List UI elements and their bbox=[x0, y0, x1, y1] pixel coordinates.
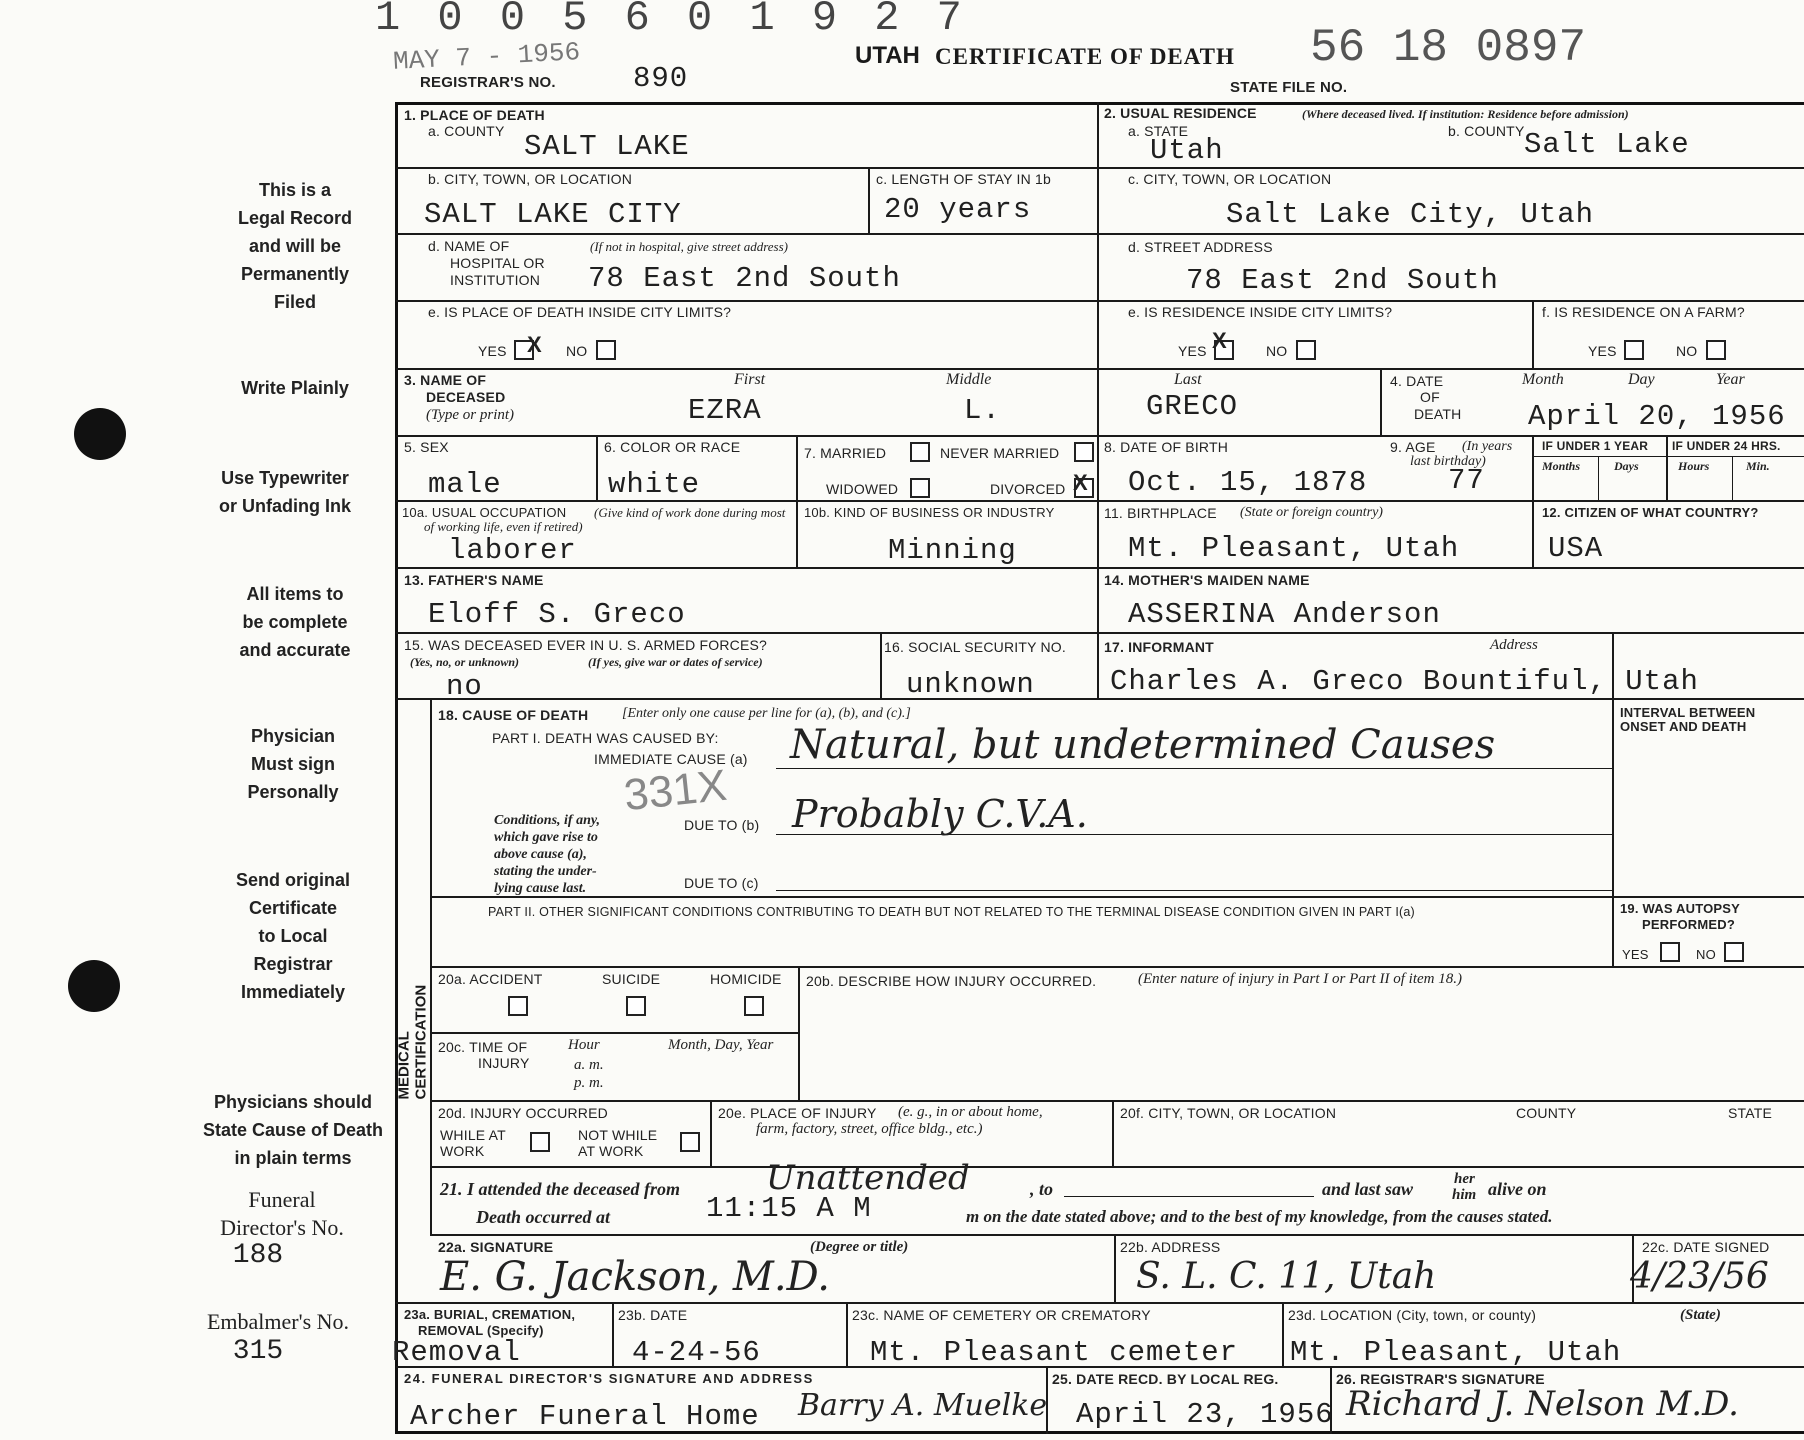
homicide-checkbox[interactable] bbox=[744, 996, 764, 1016]
item2e-yes-mark: X bbox=[1212, 328, 1227, 353]
item23a-label-2: REMOVAL (Specify) bbox=[418, 1323, 544, 1338]
item20c-label-2: INJURY bbox=[478, 1055, 530, 1071]
item23d-label: 23d. LOCATION (City, town, or county) bbox=[1288, 1307, 1537, 1323]
item21-last-saw: and last saw bbox=[1322, 1179, 1414, 1199]
autopsy-yes-checkbox[interactable] bbox=[1660, 942, 1680, 962]
funeral-director-no: 188 bbox=[232, 1240, 284, 1271]
death-city: SALT LAKE CITY bbox=[424, 198, 682, 231]
item15-note-2: (If yes, give war or dates of service) bbox=[588, 655, 763, 669]
attended-handwritten: Unattended bbox=[766, 1158, 970, 1198]
item20f-label: 20f. CITY, TOWN, OR LOCATION bbox=[1120, 1105, 1337, 1121]
death-day-heading: Day bbox=[1628, 371, 1655, 388]
cemetery-value: Mt. Pleasant cemeter bbox=[870, 1336, 1239, 1369]
am-heading: a. m. bbox=[574, 1057, 604, 1073]
sidebar-plain-terms-note: Physicians should State Cause of Death in plain terms bbox=[202, 1092, 384, 1168]
residence-street: 78 East 2nd South bbox=[1186, 264, 1499, 297]
last-name-heading: Last bbox=[1174, 371, 1202, 388]
item18-note: [Enter only one cause per line for (a), (b), and (c).] bbox=[622, 706, 911, 721]
days-heading: Days bbox=[1614, 459, 1639, 473]
received-stamp: MAY 7 - 1956 bbox=[392, 37, 581, 77]
item16-label: 16. SOCIAL SECURITY NO. bbox=[884, 639, 1066, 655]
item20b-label: 20b. DESCRIBE HOW INJURY OCCURRED. bbox=[806, 973, 1097, 989]
item23b-label: 23b. DATE bbox=[618, 1307, 688, 1323]
birthplace-value: Mt. Pleasant, Utah bbox=[1128, 532, 1460, 565]
min-heading: Min. bbox=[1746, 459, 1770, 473]
binder-hole-bottom bbox=[68, 960, 120, 1012]
while-at-work-1: WHILE AT bbox=[440, 1127, 506, 1143]
item1b-label: b. CITY, TOWN, OR LOCATION bbox=[428, 171, 633, 187]
medical-certification-label: MEDICAL CERTIFICATION bbox=[395, 984, 430, 1100]
item23a-label-1: 23a. BURIAL, CREMATION, bbox=[404, 1307, 576, 1322]
cause-a-handwritten: Natural, but undetermined Causes bbox=[790, 722, 1496, 768]
item2-note: (Where deceased lived. If institution: Residence before admission) bbox=[1302, 107, 1629, 121]
hour-heading: Hour bbox=[568, 1037, 600, 1053]
item20f-county: COUNTY bbox=[1516, 1105, 1577, 1121]
sidebar-typewriter-note: Use Typewriter or Unfading Ink bbox=[219, 468, 351, 516]
item1e-no-checkbox[interactable] bbox=[596, 340, 616, 360]
item10a-label: 10a. USUAL OCCUPATION bbox=[402, 505, 567, 520]
cause-code-stamp: 331X bbox=[621, 760, 729, 821]
item1e-no-label: NO bbox=[566, 343, 588, 359]
item2-label: 2. USUAL RESIDENCE bbox=[1104, 105, 1257, 121]
item21-text-1: 21. I attended the deceased from bbox=[440, 1179, 680, 1199]
death-month-heading: Month bbox=[1522, 371, 1564, 388]
state-file-label: STATE FILE NO. bbox=[1230, 79, 1348, 96]
not-while-at-work-1: NOT WHILE bbox=[578, 1127, 658, 1143]
item26-label: 26. REGISTRAR'S SIGNATURE bbox=[1336, 1371, 1545, 1387]
item22c-label: 22c. DATE SIGNED bbox=[1642, 1239, 1770, 1255]
physician-address: S. L. C. 11, Utah bbox=[1136, 1256, 1437, 1297]
hospital-address: 78 East 2nd South bbox=[588, 262, 901, 295]
item6-label: 6. COLOR OR RACE bbox=[604, 439, 741, 455]
date-received-value: April 23, 1956 bbox=[1076, 1398, 1334, 1431]
item19-label-1: 19. WAS AUTOPSY bbox=[1620, 901, 1741, 916]
item20f-state: STATE bbox=[1728, 1105, 1773, 1121]
item14-label: 14. MOTHER'S MAIDEN NAME bbox=[1104, 572, 1310, 588]
item7-widowed-label: WIDOWED bbox=[826, 481, 899, 497]
title-state: UTAH bbox=[855, 42, 920, 69]
item2e-no-label: NO bbox=[1266, 343, 1288, 359]
cause-b-handwritten: Probably C.V.A. bbox=[792, 792, 1088, 836]
item21-him: him bbox=[1452, 1187, 1477, 1203]
accident-checkbox[interactable] bbox=[508, 996, 528, 1016]
item3-label-3: (Type or print) bbox=[426, 407, 515, 423]
race-value: white bbox=[608, 468, 701, 501]
deceased-middle-name: L. bbox=[964, 394, 1001, 427]
item1c-label: c. LENGTH OF STAY IN 1b bbox=[876, 171, 1051, 187]
item2f-no-checkbox[interactable] bbox=[1706, 340, 1726, 360]
item2e-label: e. IS RESIDENCE INSIDE CITY LIMITS? bbox=[1128, 304, 1393, 320]
item13-label: 13. FATHER'S NAME bbox=[404, 572, 544, 588]
autopsy-no-checkbox[interactable] bbox=[1724, 942, 1744, 962]
item2f-yes-label: YES bbox=[1588, 343, 1617, 359]
not-while-at-work-2: AT WORK bbox=[578, 1143, 644, 1159]
sidebar-send-note: Send original Certificate to Local Registrar Immediately bbox=[235, 870, 350, 1002]
middle-name-heading: Middle bbox=[946, 371, 992, 388]
item23c-label: 23c. NAME OF CEMETERY OR CREMATORY bbox=[852, 1307, 1151, 1323]
part2-label: PART II. OTHER SIGNIFICANT CONDITIONS CONTRIBUTING TO DEATH BUT NOT RELATED TO THE TERMINAL DISEASE CONDITION GIVEN IN PART I(a) bbox=[488, 905, 1415, 919]
months-heading: Months bbox=[1542, 459, 1581, 473]
item1e-yes-label: YES bbox=[478, 343, 507, 359]
disposition-date: 4-24-56 bbox=[632, 1336, 761, 1369]
industry-value: Minning bbox=[888, 534, 1017, 567]
date-of-birth: Oct. 15, 1878 bbox=[1128, 466, 1368, 499]
sidebar-write-plainly: Write Plainly bbox=[241, 378, 349, 398]
item2e-yes-label: YES bbox=[1178, 343, 1207, 359]
item17-label: 17. INFORMANT bbox=[1104, 639, 1214, 655]
divorced-mark: X bbox=[1073, 470, 1088, 495]
item10b-label: 10b. KIND OF BUSINESS OR INDUSTRY bbox=[804, 505, 1055, 520]
sidebar-complete-note: All items to be complete and accurate bbox=[239, 584, 351, 660]
item20e-label: 20e. PLACE OF INJURY bbox=[718, 1105, 877, 1121]
residence-city: Salt Lake City, Utah bbox=[1226, 198, 1595, 231]
item19-label-2: PERFORMED? bbox=[1642, 917, 1735, 932]
length-of-stay: 20 years bbox=[884, 193, 1032, 226]
item7-married-label: 7. MARRIED bbox=[804, 445, 887, 461]
interval-label: INTERVAL BETWEEN ONSET AND DEATH bbox=[1620, 705, 1756, 734]
widowed-checkbox[interactable] bbox=[910, 478, 930, 498]
item20e-note-1: (e. g., in or about home, bbox=[898, 1104, 1043, 1120]
age-value: 77 bbox=[1448, 464, 1485, 497]
registrar-no-label: REGISTRAR'S NO. bbox=[420, 74, 556, 91]
item15-label: 15. WAS DECEASED EVER IN U. S. ARMED FORCES? bbox=[404, 637, 768, 653]
item3-label-2: DECEASED bbox=[426, 389, 506, 405]
item3-label-1: 3. NAME OF bbox=[404, 372, 487, 388]
item21-to: , to bbox=[1030, 1179, 1054, 1199]
while-at-work-2: WORK bbox=[440, 1143, 485, 1159]
item11-label: 11. BIRTHPLACE bbox=[1104, 505, 1217, 521]
item2e-no-checkbox[interactable] bbox=[1296, 340, 1316, 360]
item7-divorced-label: DIVORCED bbox=[990, 481, 1066, 497]
informant-value: Charles A. Greco Bountiful, Utah bbox=[1110, 665, 1699, 698]
funeral-director-signature: Barry A. Muelke bbox=[798, 1388, 1048, 1423]
autopsy-no-label: NO bbox=[1696, 947, 1716, 962]
item1d-label-2: HOSPITAL OR bbox=[450, 255, 545, 271]
residence-county: Salt Lake bbox=[1524, 128, 1690, 161]
registrar-signature: Richard J. Nelson M.D. bbox=[1346, 1384, 1739, 1424]
pm-heading: p. m. bbox=[574, 1075, 604, 1091]
date-of-death: April 20, 1956 bbox=[1528, 400, 1786, 433]
item25-label: 25. DATE RECD. BY LOCAL REG. bbox=[1052, 1371, 1279, 1387]
item1a-label: a. COUNTY bbox=[428, 123, 505, 139]
part1-label: PART I. DEATH WAS CAUSED BY: bbox=[492, 730, 719, 746]
disposition-value: Removal bbox=[392, 1336, 521, 1369]
married-checkbox[interactable] bbox=[910, 442, 930, 462]
while-at-work-checkbox[interactable] bbox=[530, 1132, 550, 1152]
physician-signature: E. G. Jackson, M.D. bbox=[440, 1254, 830, 1300]
immediate-cause-label: IMMEDIATE CAUSE (a) bbox=[594, 751, 748, 767]
mother-name: ASSERINA Anderson bbox=[1128, 598, 1441, 631]
death-year-heading: Year bbox=[1716, 371, 1745, 388]
item4-label-3: DEATH bbox=[1414, 406, 1462, 422]
item5-label: 5. SEX bbox=[404, 439, 449, 455]
item7-never-label: NEVER MARRIED bbox=[940, 445, 1060, 461]
occupation-value: laborer bbox=[448, 534, 577, 567]
residence-state: Utah bbox=[1150, 134, 1224, 167]
funeral-home-value: Archer Funeral Home bbox=[410, 1400, 760, 1433]
cemetery-location: Mt. Pleasant, Utah bbox=[1290, 1336, 1622, 1369]
item2f-label: f. IS RESIDENCE ON A FARM? bbox=[1542, 304, 1745, 320]
deceased-last-name: GRECO bbox=[1146, 390, 1239, 423]
conditions-note: Conditions, if any, which gave rise to above cause (a), stating the under- lying cause last. bbox=[494, 813, 601, 896]
due-to-c-label: DUE TO (c) bbox=[684, 875, 759, 891]
item2b-label: b. COUNTY bbox=[1448, 123, 1525, 139]
item1d-note: (If not in hospital, give street address) bbox=[590, 239, 788, 254]
item8-label: 8. DATE OF BIRTH bbox=[1104, 439, 1229, 455]
sidebar-legal-note: This is a Legal Record and will be Permanently Filed bbox=[237, 180, 353, 312]
homicide-label: HOMICIDE bbox=[710, 971, 782, 987]
item22a-label: 22a. SIGNATURE bbox=[438, 1239, 554, 1255]
item23d-state: (State) bbox=[1680, 1307, 1721, 1323]
item9-label: 9. AGE bbox=[1390, 439, 1436, 455]
item1e-label: e. IS PLACE OF DEATH INSIDE CITY LIMITS? bbox=[428, 304, 732, 320]
item11-note: (State or foreign country) bbox=[1240, 505, 1383, 520]
item18-label: 18. CAUSE OF DEATH bbox=[438, 707, 589, 723]
item4-label-1: 4. DATE bbox=[1390, 373, 1444, 389]
item10a-note: (Give kind of work done during most of working life, even if retired) bbox=[424, 505, 786, 534]
death-county: SALT LAKE bbox=[524, 130, 690, 163]
item9-note: (In years last birthday) bbox=[1410, 439, 1513, 469]
under-24-hrs-label: IF UNDER 24 HRS. bbox=[1672, 439, 1781, 453]
funeral-director-no-label: Funeral Director's No. bbox=[220, 1187, 344, 1240]
date-signed: 4/23/56 bbox=[1630, 1256, 1769, 1297]
due-to-b-label: DUE TO (b) bbox=[684, 817, 760, 833]
sidebar-physician-note: Physician Must sign Personally bbox=[247, 726, 339, 802]
item20d-label: 20d. INJURY OCCURRED bbox=[438, 1105, 608, 1121]
item20b-note: (Enter nature of injury in Part I or Part II of item 18.) bbox=[1138, 971, 1462, 987]
item21-her: her bbox=[1454, 1171, 1475, 1187]
mdy-heading: Month, Day, Year bbox=[668, 1037, 774, 1053]
binder-hole-top bbox=[74, 408, 126, 460]
item2f-no-label: NO bbox=[1676, 343, 1698, 359]
item4-label-2: OF bbox=[1420, 389, 1440, 405]
item21-occurred: Death occurred at bbox=[476, 1207, 610, 1227]
item1e-yes-mark: X bbox=[527, 332, 542, 357]
item1d-label-3: INSTITUTION bbox=[450, 272, 541, 288]
father-name: Eloff S. Greco bbox=[428, 598, 686, 631]
suicide-checkbox[interactable] bbox=[626, 996, 646, 1016]
serial-number: 1 0 0 5 6 0 1 9 2 7 bbox=[375, 0, 968, 42]
item21-rest: m on the date stated above; and to the best of my knowledge, from the causes stated. bbox=[966, 1207, 1553, 1226]
item20c-label-1: 20c. TIME OF bbox=[438, 1039, 528, 1055]
not-while-at-work-checkbox[interactable] bbox=[680, 1132, 700, 1152]
autopsy-yes-label: YES bbox=[1622, 947, 1649, 962]
sex-value: male bbox=[428, 468, 502, 501]
embalmer-no-label: Embalmer's No. bbox=[206, 1309, 350, 1334]
document-title: CERTIFICATE OF DEATH bbox=[935, 44, 1235, 69]
item2d-label: d. STREET ADDRESS bbox=[1128, 239, 1273, 255]
armed-forces-value: no bbox=[446, 670, 483, 703]
time-of-death: 11:15 A M bbox=[706, 1192, 872, 1225]
address-heading: Address bbox=[1490, 637, 1538, 653]
degree-heading: (Degree or title) bbox=[810, 1239, 909, 1255]
registrar-no: 890 bbox=[633, 62, 689, 95]
item21-alive: alive on bbox=[1488, 1179, 1547, 1199]
state-file-number: 56 18 0897 bbox=[1310, 22, 1587, 74]
item20a-label: 20a. ACCIDENT bbox=[438, 971, 543, 987]
hours-heading: Hours bbox=[1678, 459, 1710, 473]
citizenship-value: USA bbox=[1548, 532, 1604, 565]
item15-note-1: (Yes, no, or unknown) bbox=[410, 655, 520, 669]
item2f-yes-checkbox[interactable] bbox=[1624, 340, 1644, 360]
item2c-label: c. CITY, TOWN, OR LOCATION bbox=[1128, 171, 1332, 187]
item2a-label: a. STATE bbox=[1128, 123, 1189, 139]
ssn-value: unknown bbox=[906, 668, 1035, 701]
item20e-note-2: farm, factory, street, office bldg., etc.) bbox=[756, 1121, 983, 1137]
item24-label: 24. FUNERAL DIRECTOR'S SIGNATURE AND ADDRESS bbox=[404, 1371, 814, 1386]
never-married-checkbox[interactable] bbox=[1074, 442, 1094, 462]
item22b-label: 22b. ADDRESS bbox=[1120, 1239, 1221, 1255]
first-name-heading: First bbox=[734, 371, 766, 388]
deceased-first-name: EZRA bbox=[688, 394, 762, 427]
suicide-label: SUICIDE bbox=[602, 971, 661, 987]
item1d-label-1: d. NAME OF bbox=[428, 238, 510, 254]
embalmer-no: 315 bbox=[232, 1336, 284, 1367]
item1-label: 1. PLACE OF DEATH bbox=[404, 107, 545, 123]
under-1-year-label: IF UNDER 1 YEAR bbox=[1542, 439, 1649, 453]
item12-label: 12. CITIZEN OF WHAT COUNTRY? bbox=[1542, 505, 1759, 520]
